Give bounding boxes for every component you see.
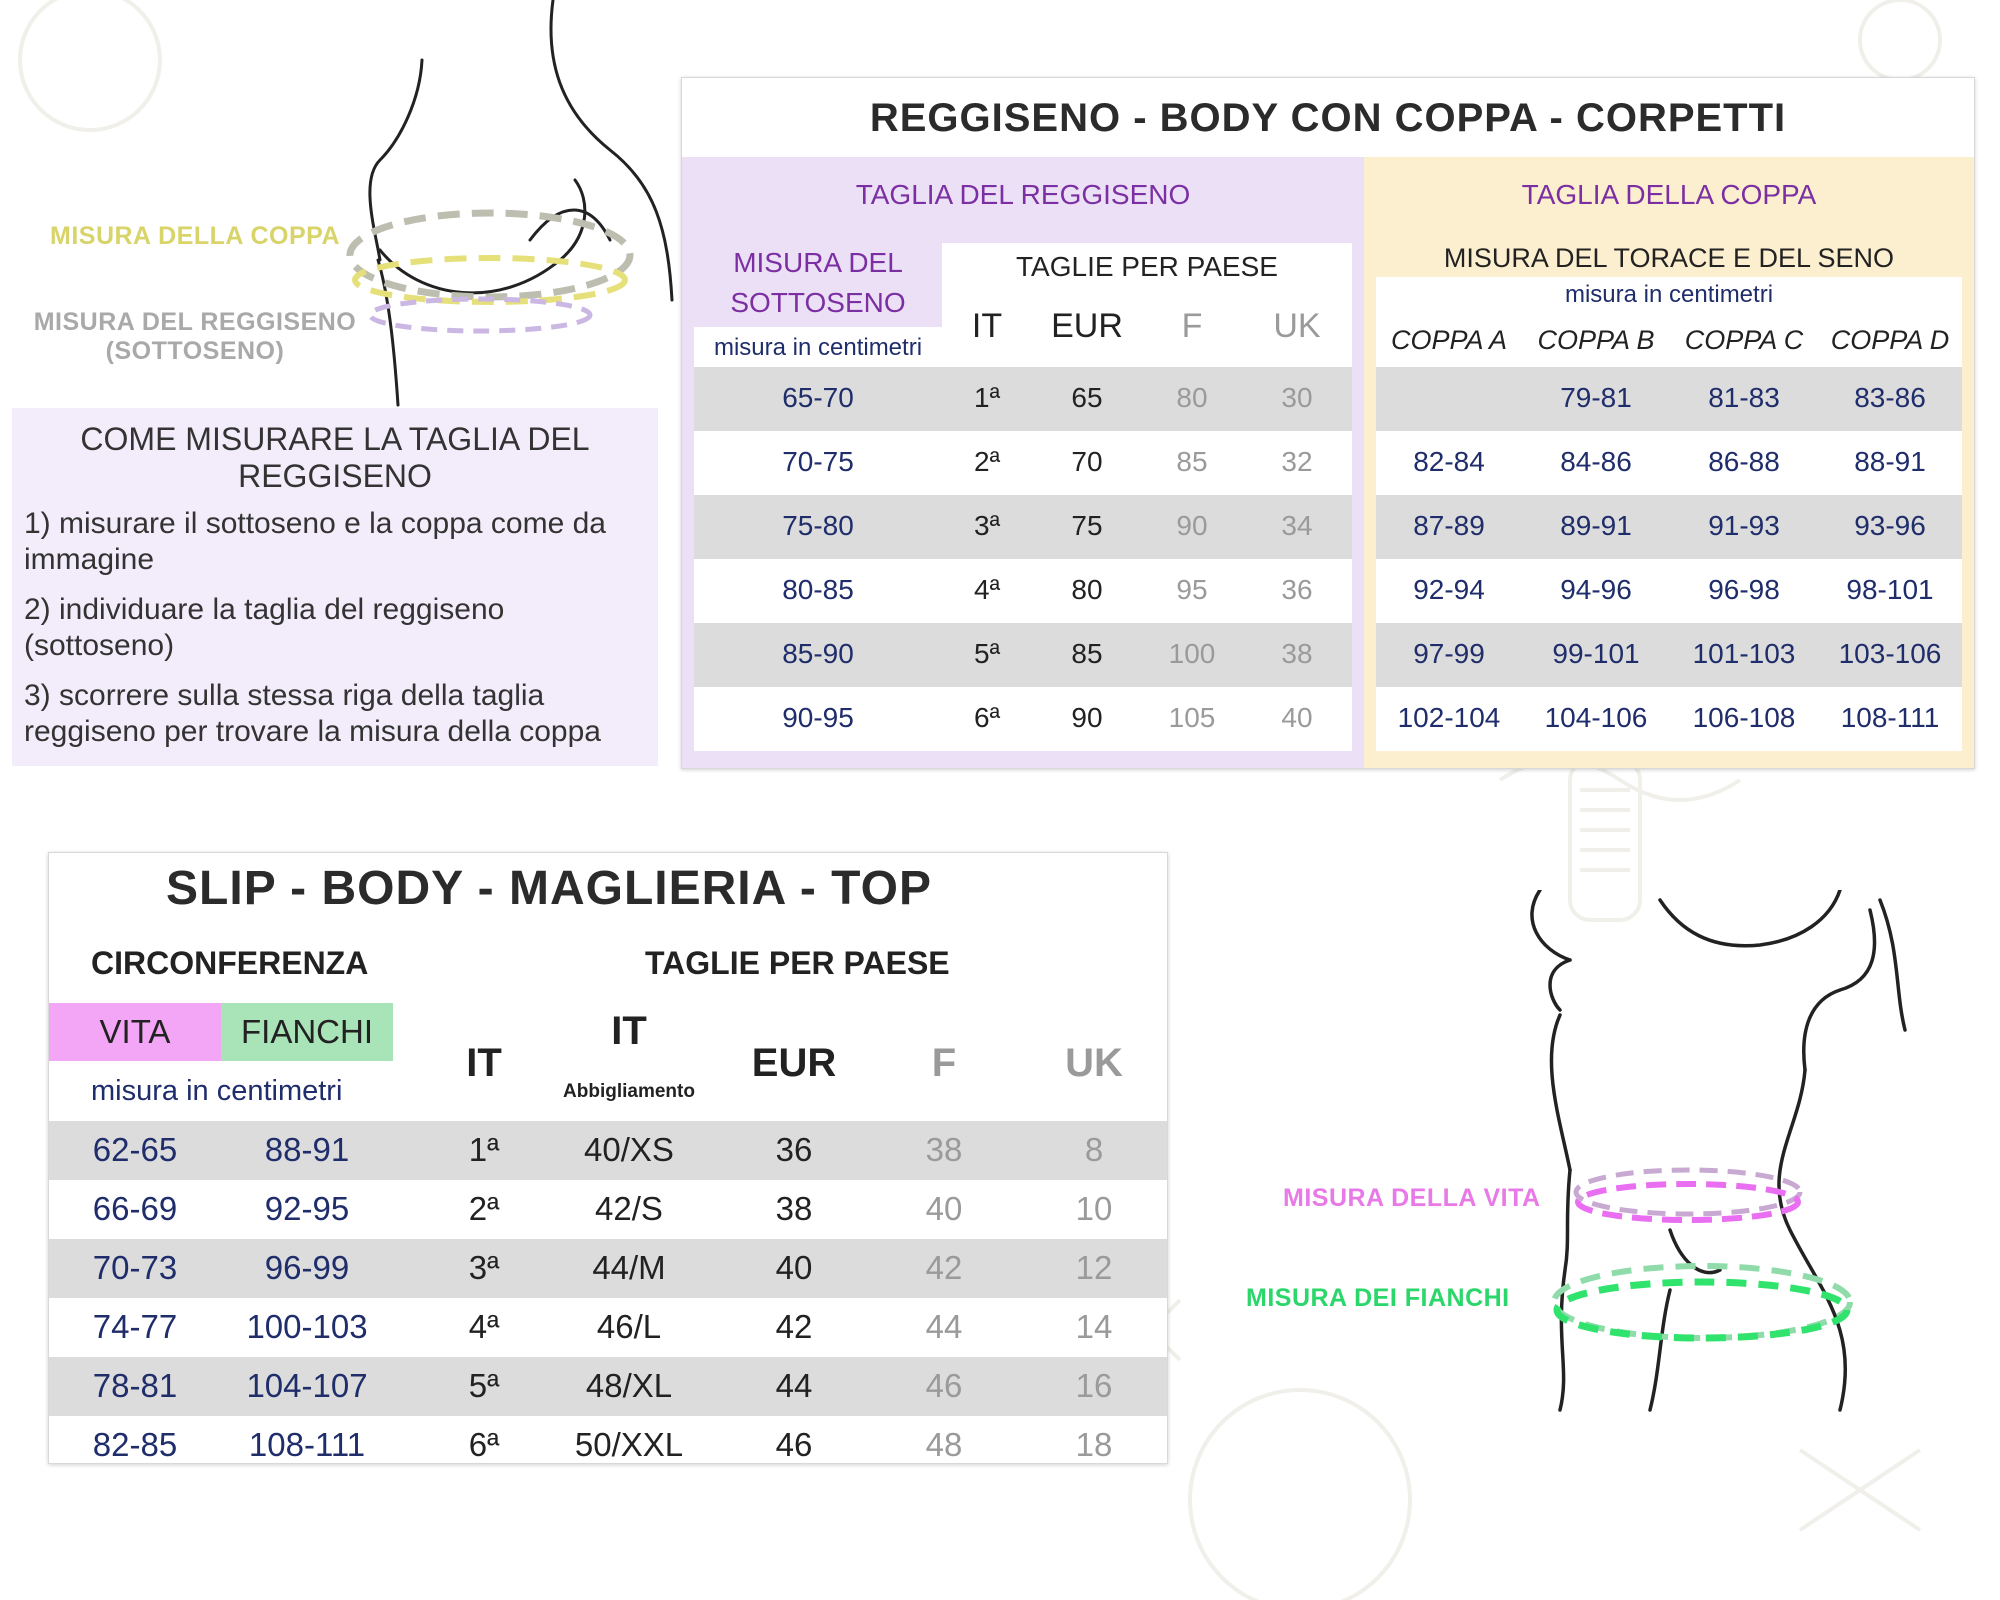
- howto-step-2-line2: (sottoseno): [24, 629, 175, 662]
- slip-unit-label: misura in centimetri: [91, 1075, 343, 1107]
- band-measure-label-line2: (SOTTOSENO): [105, 337, 285, 365]
- howto-step-1: [24, 506, 654, 578]
- cup-size-cell: 84-86: [1560, 446, 1632, 477]
- it-size-cell: 5ª: [468, 1367, 500, 1404]
- it-size-cell: 6ª: [468, 1426, 500, 1463]
- it-clothing-size-cell: 44/M: [592, 1249, 666, 1286]
- cup-size-cell: 79-81: [1560, 382, 1632, 413]
- howto-step-2-line1: 2) individuare la taglia del reggiseno: [24, 593, 505, 626]
- bra-band-panel: [682, 157, 1364, 768]
- cup-size-cell: 86-88: [1708, 446, 1780, 477]
- col-header-cup-b: COPPA B: [1537, 325, 1655, 355]
- slip-col-header-uk: UK: [1065, 1041, 1123, 1085]
- cup-size-cell: 98-101: [1846, 574, 1934, 605]
- uk-size-cell: 40: [1281, 702, 1313, 733]
- underbust-unit-label: misura in centimetri: [713, 334, 923, 361]
- waist-cell: 78-81: [92, 1367, 178, 1404]
- eur-size-cell: 75: [1071, 510, 1103, 541]
- cup-size-cell: 108-111: [1840, 702, 1940, 733]
- f-size-cell: 38: [925, 1131, 963, 1168]
- eur-size-cell: 90: [1071, 702, 1103, 733]
- col-header-eur: EUR: [1051, 307, 1123, 345]
- underbust-cell: 80-85: [782, 574, 854, 605]
- hips-cell: 100-103: [246, 1308, 368, 1345]
- f-size-cell: 90: [1176, 510, 1208, 541]
- f-size-cell: 42: [925, 1249, 963, 1286]
- waist-cell: 66-69: [92, 1190, 178, 1227]
- hips-cell: 88-91: [264, 1131, 350, 1168]
- uk-size-cell: 8: [1084, 1131, 1104, 1168]
- col-header-cup-c: COPPA C: [1684, 325, 1804, 355]
- waist-header: VITA: [49, 1003, 221, 1061]
- slip-col-header-it: IT: [466, 1041, 502, 1085]
- band-size-table: [694, 367, 1352, 753]
- it-clothing-size-cell: 42/S: [595, 1190, 663, 1227]
- eur-size-cell: 85: [1071, 638, 1103, 669]
- hips-header: FIANCHI: [221, 1003, 393, 1061]
- f-size-cell: 80: [1176, 382, 1208, 413]
- it-clothing-size-cell: 46/L: [596, 1308, 662, 1345]
- bra-size-card: [681, 77, 1975, 769]
- cup-size-cell: 83-86: [1854, 382, 1926, 413]
- col-header-cup-d: COPPA D: [1830, 325, 1950, 355]
- f-size-cell: 95: [1176, 574, 1208, 605]
- uk-size-cell: 34: [1281, 510, 1313, 541]
- it-size-cell: 4ª: [974, 574, 1000, 605]
- eur-size-cell: 38: [775, 1190, 813, 1227]
- waist-cell: 70-73: [92, 1249, 178, 1286]
- uk-size-cell: 38: [1281, 638, 1313, 669]
- waist-cell: 82-85: [92, 1426, 178, 1463]
- bra-card-title: REGGISENO - BODY CON COPPA - CORPETTI: [869, 96, 1787, 140]
- cup-size-cell: 106-108: [1692, 702, 1796, 733]
- cup-size-cell: 81-83: [1708, 382, 1780, 413]
- eur-size-cell: 40: [775, 1249, 813, 1286]
- cup-size-header: TAGLIA DELLA COPPA: [1521, 179, 1817, 210]
- uk-size-cell: 32: [1281, 446, 1313, 477]
- cup-size-cell: 103-106: [1838, 638, 1942, 669]
- hips-cell: 108-111: [248, 1426, 366, 1463]
- underbust-label-line2: SOTTOSENO: [730, 287, 906, 318]
- cup-size-cell: 93-96: [1854, 510, 1926, 541]
- bust-measure-header: MISURA DEL TORACE E DEL SENO: [1443, 243, 1895, 273]
- it-clothing-size-cell: 40/XS: [584, 1131, 674, 1168]
- slip-col-header-it-clothing: IT: [611, 1009, 647, 1053]
- it-size-cell: 1ª: [468, 1131, 500, 1168]
- slip-col-header-clothing-sub: Abbigliamento: [563, 1081, 695, 1102]
- eur-size-cell: 65: [1071, 382, 1103, 413]
- f-size-cell: 46: [925, 1367, 963, 1404]
- eur-size-cell: 46: [775, 1426, 813, 1463]
- hips-measure-label: MISURA DEI FIANCHI: [1246, 1284, 1510, 1312]
- eur-size-cell: 70: [1071, 446, 1103, 477]
- circumference-header: CIRCONFERENZA: [91, 945, 369, 981]
- bra-cup-panel: [1364, 157, 1974, 768]
- howto-title-line2: REGGISENO: [238, 458, 432, 494]
- how-to-measure-box: [12, 408, 658, 766]
- underbust-label: [694, 243, 942, 323]
- cup-size-cell: 97-99: [1413, 638, 1485, 669]
- cup-measure-label: MISURA DELLA COPPA: [50, 222, 341, 250]
- f-size-cell: 44: [925, 1308, 963, 1345]
- howto-step-1-line2: immagine: [24, 543, 155, 576]
- slip-card-title: SLIP - BODY - MAGLIERIA - TOP: [166, 862, 932, 915]
- f-size-cell: 100: [1168, 638, 1216, 669]
- underbust-cell: 90-95: [782, 702, 854, 733]
- col-header-cup-a: COPPA A: [1390, 325, 1508, 355]
- cup-size-cell: 87-89: [1413, 510, 1485, 541]
- cup-size-cell: 91-93: [1708, 510, 1780, 541]
- country-sizes-header: TAGLIE PER PAESE: [1016, 251, 1278, 282]
- underbust-cell: 70-75: [782, 446, 854, 477]
- slip-size-table: [49, 1121, 1167, 1463]
- col-header-it: IT: [971, 307, 1003, 345]
- hips-cell: 96-99: [264, 1249, 350, 1286]
- it-clothing-size-cell: 50/XXL: [574, 1426, 684, 1463]
- cup-size-cell: 92-94: [1413, 574, 1485, 605]
- howto-step-1-line1: 1) misurare il sottoseno e la coppa come da: [24, 507, 606, 540]
- it-size-cell: 3ª: [468, 1249, 500, 1286]
- eur-size-cell: 36: [775, 1131, 813, 1168]
- uk-size-cell: 36: [1281, 574, 1313, 605]
- howto-step-3: [24, 678, 654, 750]
- uk-size-cell: 30: [1281, 382, 1313, 413]
- howto-title-line1: COME MISURARE LA TAGLIA DEL: [80, 421, 590, 457]
- uk-size-cell: 12: [1075, 1249, 1113, 1286]
- col-header-f: F: [1181, 307, 1203, 345]
- f-size-cell: 105: [1168, 702, 1216, 733]
- underbust-label-line1: MISURA DEL: [733, 247, 903, 278]
- cup-size-cell: 88-91: [1854, 446, 1926, 477]
- it-clothing-size-cell: 48/XL: [585, 1367, 673, 1404]
- cup-size-cell: 104-106: [1544, 702, 1648, 733]
- it-size-cell: 2ª: [468, 1190, 500, 1227]
- f-size-cell: 48: [925, 1426, 963, 1463]
- band-size-header: TAGLIA DEL REGGISENO: [855, 179, 1191, 210]
- slip-col-header-f: F: [931, 1041, 957, 1085]
- slip-country-header: TAGLIE PER PAESE: [645, 945, 950, 981]
- it-size-cell: 4ª: [468, 1308, 500, 1345]
- uk-size-cell: 16: [1075, 1367, 1113, 1404]
- waist-cell: 74-77: [92, 1308, 178, 1345]
- cup-size-cell: 99-101: [1552, 638, 1640, 669]
- it-size-cell: 2ª: [974, 446, 1000, 477]
- underbust-cell: 75-80: [782, 510, 854, 541]
- howto-step-3-line2: reggiseno per trovare la misura della coppa: [24, 715, 601, 748]
- uk-size-cell: 10: [1075, 1190, 1113, 1227]
- it-size-cell: 6ª: [974, 702, 1000, 733]
- eur-size-cell: 42: [775, 1308, 813, 1345]
- uk-size-cell: 14: [1075, 1308, 1113, 1345]
- cup-unit-label: misura in centimetri: [1564, 281, 1774, 308]
- it-size-cell: 1ª: [974, 382, 1000, 413]
- cup-size-table: [1376, 367, 1962, 753]
- howto-title: [12, 421, 658, 495]
- it-size-cell: 3ª: [974, 510, 1000, 541]
- cup-size-cell: 94-96: [1560, 574, 1632, 605]
- cup-size-cell: 89-91: [1560, 510, 1632, 541]
- eur-size-cell: 44: [775, 1367, 813, 1404]
- f-size-cell: 85: [1176, 446, 1208, 477]
- hips-cell: 92-95: [264, 1190, 350, 1227]
- cup-size-cell: 101-103: [1692, 638, 1796, 669]
- slip-col-header-eur: EUR: [751, 1041, 837, 1085]
- uk-size-cell: 18: [1075, 1426, 1113, 1463]
- eur-size-cell: 80: [1071, 574, 1103, 605]
- band-measure-label-line1: MISURA DEL REGGISENO: [33, 308, 357, 336]
- slip-size-card: [48, 852, 1168, 1464]
- waist-cell: 62-65: [92, 1131, 178, 1168]
- underbust-cell: 85-90: [782, 638, 854, 669]
- howto-step-3-line1: 3) scorrere sulla stessa riga della taglia: [24, 679, 545, 712]
- waist-measure-label: MISURA DELLA VITA: [1283, 1184, 1541, 1212]
- col-header-uk: UK: [1273, 307, 1321, 345]
- underbust-cell: 65-70: [782, 382, 854, 413]
- hips-cell: 104-107: [246, 1367, 368, 1404]
- band-measure-label: [30, 308, 360, 366]
- it-size-cell: 5ª: [974, 638, 1000, 669]
- howto-step-2: [24, 592, 654, 664]
- cup-size-cell: 102-104: [1397, 702, 1501, 733]
- body-illustration: [1240, 890, 1960, 1430]
- f-size-cell: 40: [925, 1190, 963, 1227]
- cup-size-cell: 96-98: [1708, 574, 1780, 605]
- cup-size-cell: 82-84: [1413, 446, 1485, 477]
